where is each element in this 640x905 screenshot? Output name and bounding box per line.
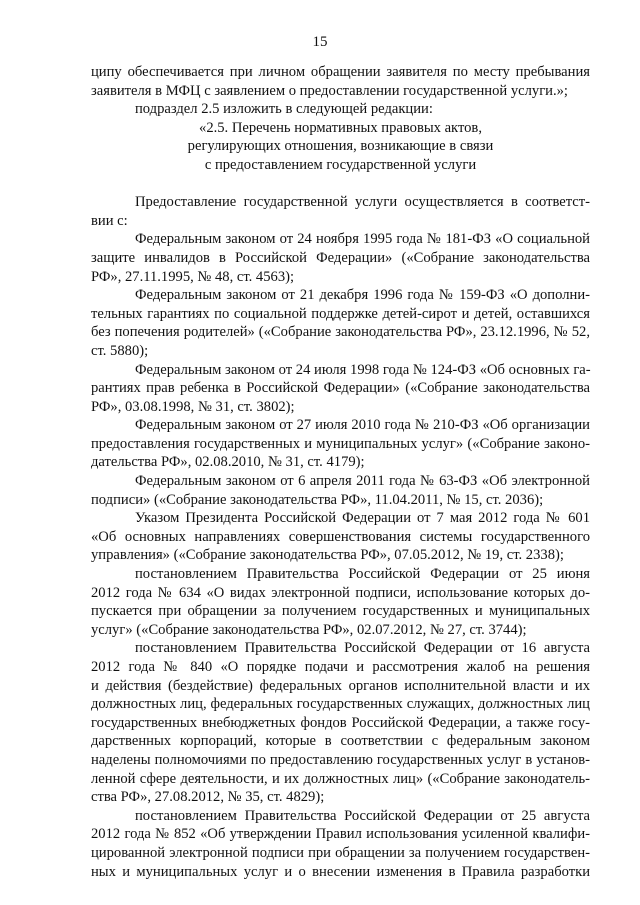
text-line: «Об основных направлениях совершенствования системы государственного bbox=[91, 528, 590, 545]
section-heading-line: с предоставлением государственной услуги bbox=[204, 156, 477, 173]
text-line: должностных лиц, федеральных государственных служащих, должностных лиц bbox=[91, 696, 590, 713]
text-line: Федеральным законом от 24 июля 1998 года № 124-ФЗ «Об основных га- bbox=[135, 361, 591, 378]
text-line: РФ», 27.11.1995, № 48, ст. 4563); bbox=[91, 268, 295, 285]
text-line: без попечения родителей» («Собрание законодательства РФ», 23.12.1996, № 52, bbox=[91, 324, 590, 341]
page-number: 15 bbox=[312, 34, 328, 50]
text-line: вии с: bbox=[91, 212, 128, 229]
text-line: РФ», 03.08.1998, № 31, ст. 3802); bbox=[91, 398, 295, 415]
text-line: государственных внебюджетных фондов Российской Федерации, а также госу- bbox=[91, 714, 590, 731]
text-line: ст. 5880); bbox=[91, 342, 149, 359]
text-line: Федеральным законом от 21 декабря 1996 года № 159-ФЗ «О дополни- bbox=[135, 287, 590, 304]
text-line: ных и муниципальных услуг и о внесении изменения в Правила разработки bbox=[91, 863, 590, 880]
text-line: подраздел 2.5 изложить в следующей редакции: bbox=[135, 101, 433, 118]
text-line: и действия (бездействие) федеральных органов исполнительной власти и их bbox=[91, 677, 590, 694]
section-heading-line: «2.5. Перечень нормативных правовых актов, bbox=[199, 119, 482, 136]
text-line: рантиях прав ребенка в Российской Федерации» («Собрание законодательства bbox=[91, 380, 590, 397]
text-line: заявителя в МФЦ с заявлением о предоставлении государственной услуги.»; bbox=[91, 82, 568, 99]
text-line: ства РФ», 27.08.2012, № 35, ст. 4829); bbox=[91, 789, 325, 806]
text-line: предоставления государственных и муниципальных услуг» («Собрание законо- bbox=[91, 435, 590, 452]
text-line: цированной электронной подписи при обращении за получением государствен- bbox=[91, 844, 590, 861]
text-line: ципу обеспечивается при личном обращении заявителя по месту пребывания bbox=[91, 64, 590, 80]
text-line: 2012 года № 852 «Об утверждении Правил использования усиленной квалифи- bbox=[91, 826, 590, 843]
blank-line bbox=[91, 175, 590, 194]
text-line: пускается при обращении за получением государственных и муниципальных bbox=[91, 603, 590, 620]
text-line: постановлением Правительства Российской Федерации от 25 июня bbox=[135, 566, 590, 583]
text-line: дательства РФ», 02.08.2010, № 31, ст. 4179); bbox=[91, 454, 365, 471]
text-line: наделены полномочиями по предоставлению государственных услуг в установ- bbox=[91, 751, 590, 768]
text-line: постановлением Правительства Российской Федерации от 25 августа bbox=[135, 807, 590, 824]
document-body bbox=[91, 63, 590, 881]
text-line: Указом Президента Российской Федерации от 7 мая 2012 года № 601 bbox=[135, 510, 590, 527]
text-line: дарственных корпораций, которые в соответствии с федеральным законом bbox=[91, 733, 590, 750]
text-line: ленной сфере деятельности, и их должностных лиц» («Собрание законодатель- bbox=[91, 770, 590, 787]
text-line: Предоставление государственной услуги осуществляется в соответст- bbox=[135, 194, 590, 211]
text-line: 2012 года № 634 «О видах электронной подписи, использование которых до- bbox=[91, 584, 590, 601]
text-line: Федеральным законом от 6 апреля 2011 года № 63-ФЗ «Об электронной bbox=[135, 473, 590, 490]
section-heading-line: регулирующих отношения, возникающие в связи bbox=[187, 138, 494, 155]
text-line: защите инвалидов в Российской Федерации» («Собрание законодательства bbox=[91, 249, 590, 266]
text-line: управления» («Собрание законодательства РФ», 07.05.2012, № 19, ст. 2338); bbox=[91, 547, 564, 564]
text-line: услуг» («Собрание законодательства РФ», 02.07.2012, № 27, ст. 3744); bbox=[91, 621, 527, 638]
text-line: Федеральным законом от 27 июля 2010 года № 210-ФЗ «Об организации bbox=[135, 417, 590, 434]
text-line: тельных гарантиях по социальной поддержке детей-сирот и детей, оставшихся bbox=[91, 305, 590, 322]
text-line: Федеральным законом от 24 ноября 1995 года № 181-ФЗ «О социальной bbox=[135, 231, 590, 248]
text-line: постановлением Правительства Российской Федерации от 16 августа bbox=[135, 640, 590, 657]
text-line: подписи» («Собрание законодательства РФ», 11.04.2011, № 15, ст. 2036); bbox=[91, 491, 544, 508]
text-line: 2012 года № 840 «О порядке подачи и рассмотрения жалоб на решения bbox=[91, 659, 590, 675]
